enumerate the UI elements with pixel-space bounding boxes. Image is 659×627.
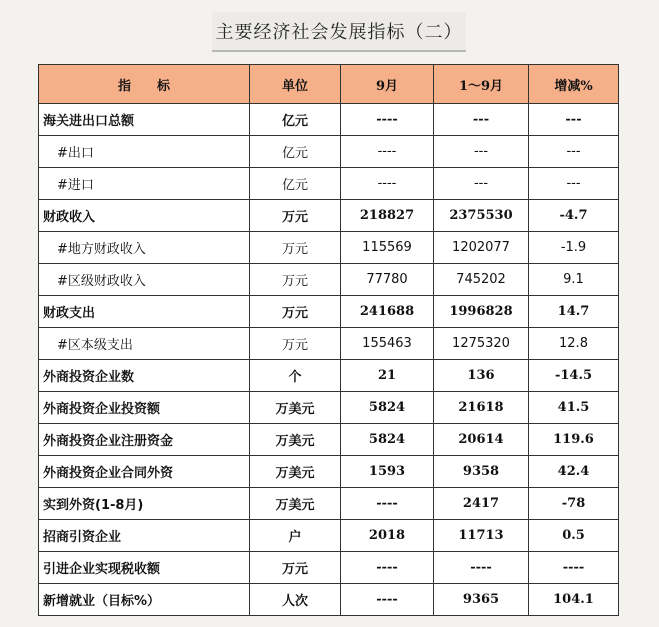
row-change: --- <box>529 168 619 200</box>
table-row <box>39 168 619 200</box>
row-name: 招商引资企业 <box>39 520 250 552</box>
row-ytd: 1996828 <box>434 296 529 328</box>
row-month: 5824 <box>341 392 434 424</box>
header-indicator: 指 标 <box>39 65 250 104</box>
row-month: 218827 <box>341 200 434 232</box>
row-change: 42.4 <box>529 456 619 488</box>
row-month: ---- <box>341 136 434 168</box>
table-row <box>39 232 619 264</box>
row-unit: 万元 <box>250 264 341 296</box>
row-ytd: 9365 <box>434 584 529 616</box>
table-row <box>39 488 619 520</box>
row-unit: 人次 <box>250 584 341 616</box>
row-name: 外商投资企业注册资金 <box>39 424 250 456</box>
row-name: #出口 <box>39 136 250 168</box>
row-change: 14.7 <box>529 296 619 328</box>
row-month: 155463 <box>341 328 434 360</box>
page-title: 主要经济社会发展指标（二） <box>215 22 463 43</box>
row-change: -4.7 <box>529 200 619 232</box>
row-ytd: ---- <box>434 552 529 584</box>
row-unit: 户 <box>250 520 341 552</box>
row-name: 财政收入 <box>39 200 250 232</box>
row-month: ---- <box>341 488 434 520</box>
row-unit: 万元 <box>250 296 341 328</box>
row-change: 104.1 <box>529 584 619 616</box>
row-month: 241688 <box>341 296 434 328</box>
table-row <box>39 136 619 168</box>
row-unit: 万元 <box>250 200 341 232</box>
row-month: ---- <box>341 104 434 136</box>
row-unit: 个 <box>250 360 341 392</box>
row-name: 海关进出口总额 <box>39 104 250 136</box>
table-row <box>39 392 619 424</box>
row-month: ---- <box>341 584 434 616</box>
table-row <box>39 584 619 616</box>
row-name: 财政支出 <box>39 296 250 328</box>
table-row <box>39 200 619 232</box>
row-ytd: 2375530 <box>434 200 529 232</box>
row-month: 1593 <box>341 456 434 488</box>
row-month: 5824 <box>341 424 434 456</box>
row-name: 外商投资企业合同外资 <box>39 456 250 488</box>
row-name: 实到外资(1-8月) <box>39 488 250 520</box>
row-name: #区本级支出 <box>39 328 250 360</box>
row-month: 2018 <box>341 520 434 552</box>
row-month: ---- <box>341 168 434 200</box>
row-month: 21 <box>341 360 434 392</box>
header-month: 9月 <box>341 65 434 104</box>
row-unit: 亿元 <box>250 104 341 136</box>
row-change: 119.6 <box>529 424 619 456</box>
row-change: 9.1 <box>529 264 619 296</box>
row-change: 12.8 <box>529 328 619 360</box>
row-name: #地方财政收入 <box>39 232 250 264</box>
row-name: #进口 <box>39 168 250 200</box>
table-row <box>39 296 619 328</box>
row-name: 外商投资企业投资额 <box>39 392 250 424</box>
row-change: ---- <box>529 552 619 584</box>
row-unit: 万美元 <box>250 392 341 424</box>
row-name: #区级财政收入 <box>39 264 250 296</box>
row-ytd: 1275320 <box>434 328 529 360</box>
row-change: 41.5 <box>529 392 619 424</box>
row-ytd: 21618 <box>434 392 529 424</box>
row-unit: 亿元 <box>250 136 341 168</box>
row-unit: 亿元 <box>250 168 341 200</box>
row-unit: 万美元 <box>250 424 341 456</box>
indicators-table <box>38 64 619 616</box>
row-change: --- <box>529 136 619 168</box>
header-unit: 单位 <box>250 65 341 104</box>
table-row <box>39 520 619 552</box>
row-ytd: 136 <box>434 360 529 392</box>
row-ytd: 2417 <box>434 488 529 520</box>
table-row <box>39 424 619 456</box>
row-name: 外商投资企业数 <box>39 360 250 392</box>
table-row <box>39 264 619 296</box>
header-change: 增减% <box>529 65 619 104</box>
row-ytd: 11713 <box>434 520 529 552</box>
table-row <box>39 552 619 584</box>
row-unit: 万元 <box>250 552 341 584</box>
row-name: 新增就业（目标%） <box>39 584 250 616</box>
row-name: 引进企业实现税收额 <box>39 552 250 584</box>
table-header-row <box>39 65 619 104</box>
table-row <box>39 328 619 360</box>
row-month: 115569 <box>341 232 434 264</box>
row-change: --- <box>529 104 619 136</box>
row-ytd: 745202 <box>434 264 529 296</box>
row-unit: 万元 <box>250 328 341 360</box>
row-ytd: --- <box>434 136 529 168</box>
table-row <box>39 104 619 136</box>
table-row <box>39 360 619 392</box>
row-month: 77780 <box>341 264 434 296</box>
row-change: -78 <box>529 488 619 520</box>
row-ytd: --- <box>434 104 529 136</box>
row-unit: 万元 <box>250 232 341 264</box>
row-change: -1.9 <box>529 232 619 264</box>
row-change: 0.5 <box>529 520 619 552</box>
row-unit: 万美元 <box>250 456 341 488</box>
header-ytd: 1～9月 <box>434 65 529 104</box>
title-banner <box>212 12 466 52</box>
row-unit: 万美元 <box>250 488 341 520</box>
row-ytd: 20614 <box>434 424 529 456</box>
row-ytd: 1202077 <box>434 232 529 264</box>
row-ytd: --- <box>434 168 529 200</box>
row-month: ---- <box>341 552 434 584</box>
table-row <box>39 456 619 488</box>
row-change: -14.5 <box>529 360 619 392</box>
row-ytd: 9358 <box>434 456 529 488</box>
